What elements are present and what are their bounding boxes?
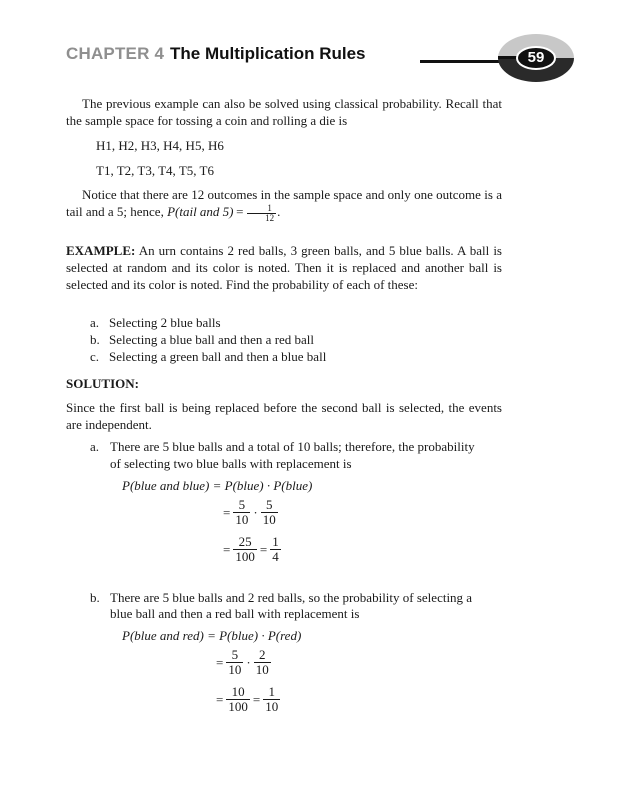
notice-fraction-den: 12 xyxy=(265,212,275,223)
solution-label: SOLUTION: xyxy=(66,376,139,391)
header-rule xyxy=(420,60,502,63)
chapter-label: CHAPTER 4 xyxy=(66,44,165,63)
part-a-equation: P(blue and blue) = P(blue) · P(blue) xyxy=(122,478,313,493)
page-number: 59 xyxy=(527,49,545,66)
list-marker: c. xyxy=(90,349,100,364)
part-a-text-line1: There are 5 blue balls and a total of 10 balls; therefore, the probability xyxy=(110,439,475,454)
part-b-step2: = $\frac{10}{100}$ = $\frac{1}{10}$ xyxy=(216,684,279,714)
notice-expression: P(tail and 5) xyxy=(167,204,234,219)
notice-text: Notice that there are 12 outcomes in the sample space and only one outcome is a tail and a 5; hence, xyxy=(66,187,502,219)
part-a-step1: = $\frac{5}{10}$ · $\frac{5}{10}$ xyxy=(223,497,276,527)
list-marker: b. xyxy=(90,332,100,347)
fraction: $\frac{5}{10}$ xyxy=(262,497,276,527)
solution-text: Since the first ball is being replaced before the second ball is selected, the events are independent. xyxy=(66,400,502,432)
fraction: $\frac{25}{100}$ xyxy=(235,534,255,564)
fraction: $\frac{5}{10}$ xyxy=(235,497,249,527)
fraction: $\frac{2}{10}$ xyxy=(255,647,269,677)
part-a-text-line2: of selecting two blue balls with replacement is xyxy=(110,456,352,471)
example-list xyxy=(90,314,326,365)
part-b-marker: b. xyxy=(90,590,100,605)
example-paragraph xyxy=(66,242,502,293)
fraction: $\frac{10}{100}$ xyxy=(228,684,248,714)
part-b-equation: P(blue and red) = P(blue) · P(red) xyxy=(122,628,302,643)
list-item xyxy=(90,331,326,348)
list-item-text: Selecting 2 blue balls xyxy=(109,315,221,330)
notice-fraction xyxy=(247,204,276,223)
example-text: An urn contains 2 red balls, 3 green balls, and 5 blue balls. A ball is selected at random and its color is noted. Then it is replaced and another ball is selected and its color is noted. Find the probability of each of these: xyxy=(66,243,502,292)
fraction: $\frac{5}{10}$ xyxy=(228,647,242,677)
part-b-text-line1: There are 5 blue balls and 2 red balls, so the probability of selecting a xyxy=(110,590,473,605)
notice-fraction-num: 1 xyxy=(247,204,276,214)
example-label: EXAMPLE: xyxy=(66,243,136,258)
intro-paragraph: The previous example can also be solved using classical probability. Recall that the sample space for tossing a coin and rolling a die is xyxy=(66,96,502,128)
fraction: $\frac{1}{10}$ xyxy=(265,684,279,714)
notice-paragraph: Notice that there are 12 outcomes in the sample space and only one outcome is a tail and a 5; hence, P(tail and 5) = $\frac{1}{12}$ . xyxy=(66,187,502,223)
sample-space-row-1: H1, H2, H3, H4, H5, H6 xyxy=(96,138,224,153)
part-a-step2: = $\frac{25}{100}$ = $\frac{1}{4}$ xyxy=(223,534,279,564)
list-marker: a. xyxy=(90,315,100,330)
sample-space-row-2: T1, T2, T3, T4, T5, T6 xyxy=(96,163,214,178)
list-item xyxy=(90,314,326,331)
fraction: $\frac{1}{4}$ xyxy=(272,534,279,564)
part-b-text-line2: blue ball and then a red ball with replacement is xyxy=(110,606,360,621)
list-item-text: Selecting a blue ball and then a red ball xyxy=(109,332,315,347)
list-item xyxy=(90,348,326,365)
chapter-title: The Multiplication Rules xyxy=(170,44,366,63)
part-b-step1: = $\frac{5}{10}$ · $\frac{2}{10}$ xyxy=(216,647,269,677)
part-a-marker: a. xyxy=(90,439,100,454)
list-item-text: Selecting a green ball and then a blue ball xyxy=(109,349,327,364)
